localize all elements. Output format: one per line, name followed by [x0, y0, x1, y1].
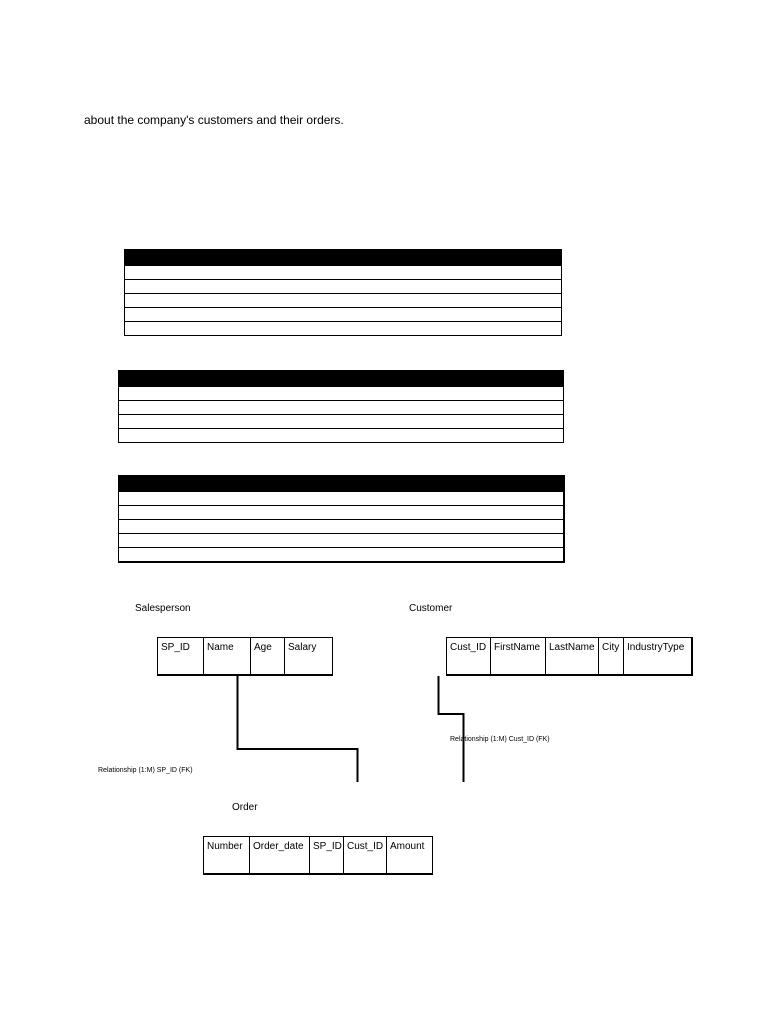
table-header-bar [119, 476, 563, 491]
customer-entity [446, 637, 693, 676]
order-col-amount: Amount [390, 841, 425, 852]
table-row [125, 265, 561, 279]
blank-table-1 [124, 249, 562, 336]
blank-table-3 [118, 475, 565, 563]
customer-col-lastname: LastName [546, 638, 599, 674]
customer-order-relationship-label: Relationship (1:M) Cust_ID (FK) [450, 736, 550, 743]
order-entity [203, 836, 433, 875]
customer-col-firstname: FirstName [491, 638, 546, 674]
salesperson-col-name: Name [204, 638, 251, 674]
customer-order-connector [439, 676, 464, 782]
order-col-sp-id: SP_ID [310, 837, 344, 873]
table-row [119, 505, 563, 519]
salesperson-title: Salesperson [135, 603, 191, 614]
table-row [119, 428, 563, 442]
customer-col-industrytype: IndustryType [627, 642, 685, 653]
table-row [119, 386, 563, 400]
table-row [125, 293, 561, 307]
salesperson-col-sp-id: SP_ID [158, 638, 204, 674]
table-row [125, 307, 561, 321]
table-row [119, 414, 563, 428]
table-row [119, 491, 563, 505]
order-col-order-date: Order_date [250, 837, 310, 873]
order-col-number: Number [204, 837, 250, 873]
table-row [125, 279, 561, 293]
salesperson-col-age: Age [251, 638, 285, 674]
customer-title: Customer [409, 603, 453, 614]
table-row [119, 519, 563, 533]
table-header-bar [119, 371, 563, 386]
order-col-cust-id: Cust_ID [344, 837, 387, 873]
table-row [119, 533, 563, 547]
table-row [125, 321, 561, 335]
customer-col-city: City [599, 638, 624, 674]
customer-col-cust-id: Cust_ID [447, 638, 491, 674]
table-row [119, 400, 563, 414]
salesperson-col-salary: Salary [288, 642, 317, 653]
blank-table-2 [118, 370, 564, 443]
intro-text: about the company's customers and their orders. [84, 113, 344, 127]
salesperson-order-relationship-label: Relationship (1:M) SP_ID (FK) [98, 767, 193, 774]
order-title: Order [232, 802, 258, 813]
table-row [119, 547, 563, 561]
salesperson-order-connector [238, 676, 358, 782]
salesperson-entity [157, 637, 333, 676]
table-header-bar [125, 250, 561, 265]
